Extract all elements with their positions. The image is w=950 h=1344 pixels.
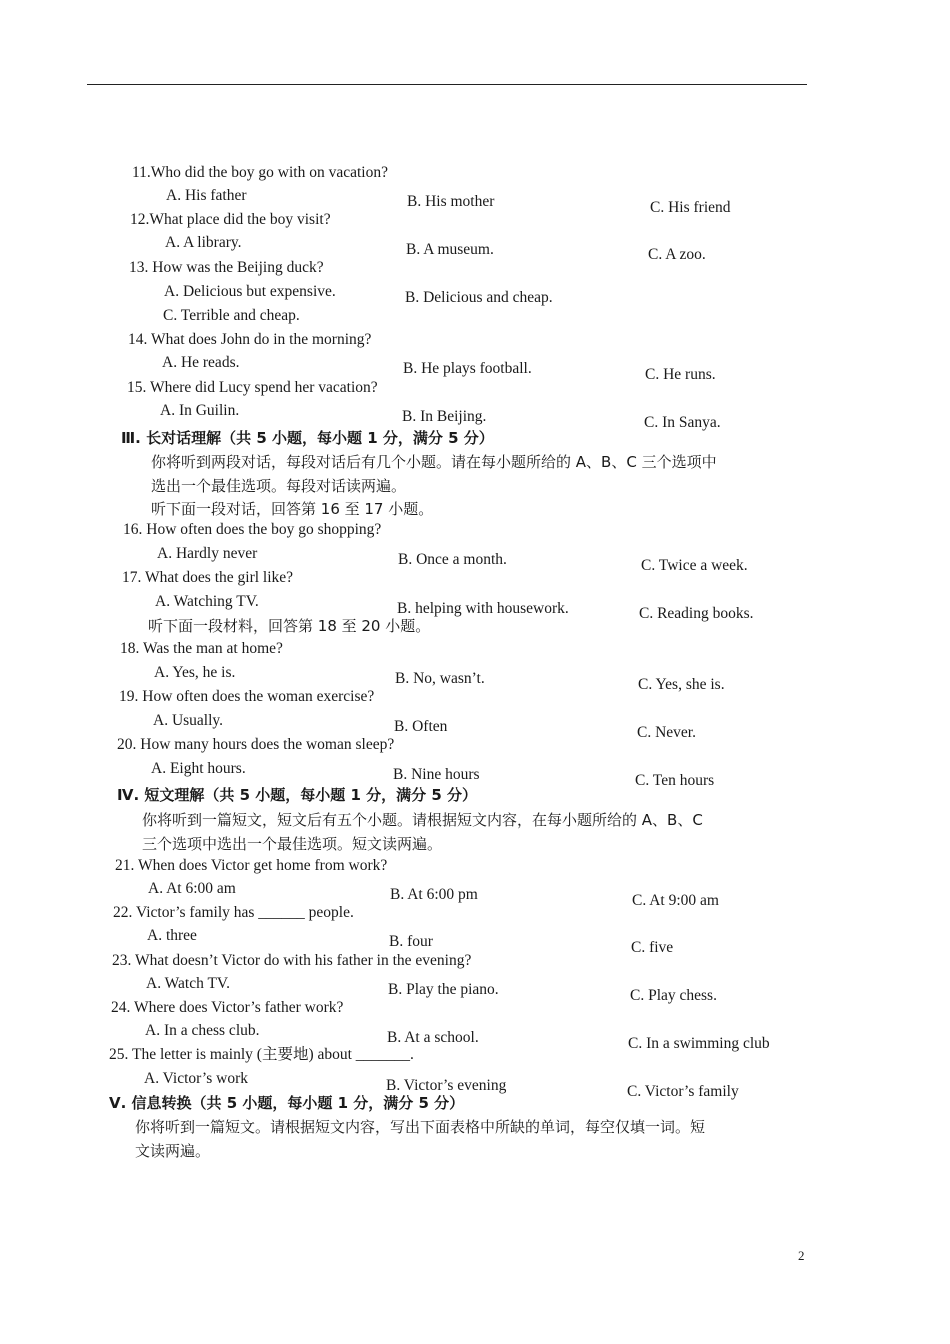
option-19-c: C. Never. [637,724,696,741]
question-11: 11.Who did the boy go with on vacation? [132,164,388,181]
section-3-instruction-4: 听下面一段材料，回答第 18 至 20 小题。 [148,617,431,635]
option-25-b: B. Victor’s evening [386,1077,507,1094]
option-21-a: A. At 6:00 am [148,880,236,897]
section-3-instruction-1: 你将听到两段对话，每段对话后有几个小题。请在每小题所给的 A、B、C 三个选项中 [151,453,717,471]
option-16-b: B. Once a month. [398,551,507,568]
question-13: 13. How was the Beijing duck? [129,259,324,276]
section-5-heading: Ⅴ. 信息转换（共 5 小题，每小题 1 分，满分 5 分） [109,1094,465,1112]
option-22-a: A. three [147,927,197,944]
question-20: 20. How many hours does the woman sleep? [117,736,395,753]
header-rule [87,84,807,85]
question-12: 12.What place did the boy visit? [130,211,331,228]
question-23: 23. What doesn’t Victor do with his father in the evening? [112,952,472,969]
option-12-a: A. A library. [165,234,242,251]
question-19: 19. How often does the woman exercise? [119,688,375,705]
page-number: 2 [798,1248,805,1263]
option-24-a: A. In a chess club. [145,1022,260,1039]
question-25: 25. The letter is mainly (主要地) about _______. [109,1046,414,1063]
option-25-a: A. Victor’s work [144,1070,248,1087]
section-3-instruction-2: 选出一个最佳选项。每段对话读两遍。 [151,477,407,495]
option-14-a: A. He reads. [162,354,240,371]
option-13-c: C. Terrible and cheap. [163,307,300,324]
section-4-heading: Ⅳ. 短文理解（共 5 小题，每小题 1 分，满分 5 分） [117,786,478,804]
option-21-c: C. At 9:00 am [632,892,719,909]
option-24-c: C. In a swimming club [628,1035,770,1052]
option-12-c: C. A zoo. [648,246,706,263]
question-24: 24. Where does Victor’s father work? [111,999,344,1016]
option-23-b: B. Play the piano. [388,981,499,998]
option-22-b: B. four [389,933,433,950]
option-15-b: B. In Beijing. [402,408,487,425]
question-17: 17. What does the girl like? [122,569,294,586]
option-16-a: A. Hardly never [157,545,258,562]
section-3-heading: Ⅲ. 长对话理解（共 5 小题，每小题 1 分，满分 5 分） [121,429,494,447]
option-20-a: A. Eight hours. [151,760,246,777]
option-25-c: C. Victor’s family [627,1083,739,1100]
option-17-c: C. Reading books. [639,605,754,622]
option-18-a: A. Yes, he is. [154,664,236,681]
question-14: 14. What does John do in the morning? [128,331,372,348]
option-13-a: A. Delicious but expensive. [164,283,336,300]
option-13-b: B. Delicious and cheap. [405,289,553,306]
option-22-c: C. five [631,939,674,956]
section-5-instruction-1: 你将听到一篇短文。请根据短文内容，写出下面表格中所缺的单词，每空仅填一词。短 [135,1118,706,1136]
option-19-b: B. Often [394,718,448,735]
option-14-b: B. He plays football. [403,360,532,377]
option-11-b: B. His mother [407,193,495,210]
option-14-c: C. He runs. [645,366,716,383]
section-5-instruction-2: 文读两遍。 [135,1142,211,1160]
section-3-instruction-3: 听下面一段对话，回答第 16 至 17 小题。 [151,500,434,518]
option-18-b: B. No, wasn’t. [395,670,485,687]
option-23-c: C. Play chess. [630,987,717,1004]
option-20-c: C. Ten hours [635,772,715,789]
option-19-a: A. Usually. [153,712,224,729]
question-15: 15. Where did Lucy spend her vacation? [127,379,378,396]
section-4-instruction-2: 三个选项中选出一个最佳选项。短文读两遍。 [142,835,443,853]
option-21-b: B. At 6:00 pm [390,886,478,903]
option-17-a: A. Watching TV. [155,593,259,610]
option-20-b: B. Nine hours [393,766,480,783]
question-22: 22. Victor’s family has ______ people. [113,904,354,921]
option-11-c: C. His friend [650,199,731,216]
option-15-a: A. In Guilin. [160,402,240,419]
option-24-b: B. At a school. [387,1029,479,1046]
section-4-instruction-1: 你将听到一篇短文，短文后有五个小题。请根据短文内容，在每小题所给的 A、B、C [142,811,703,829]
option-23-a: A. Watch TV. [146,975,231,992]
option-11-a: A. His father [166,187,247,204]
question-16: 16. How often does the boy go shopping? [123,521,382,538]
option-17-b: B. helping with housework. [397,600,569,617]
question-21: 21. When does Victor get home from work? [115,857,388,874]
option-15-c: C. In Sanya. [644,414,721,431]
option-18-c: C. Yes, she is. [638,676,725,693]
question-18: 18. Was the man at home? [120,640,283,657]
option-16-c: C. Twice a week. [641,557,748,574]
option-12-b: B. A museum. [406,241,494,258]
